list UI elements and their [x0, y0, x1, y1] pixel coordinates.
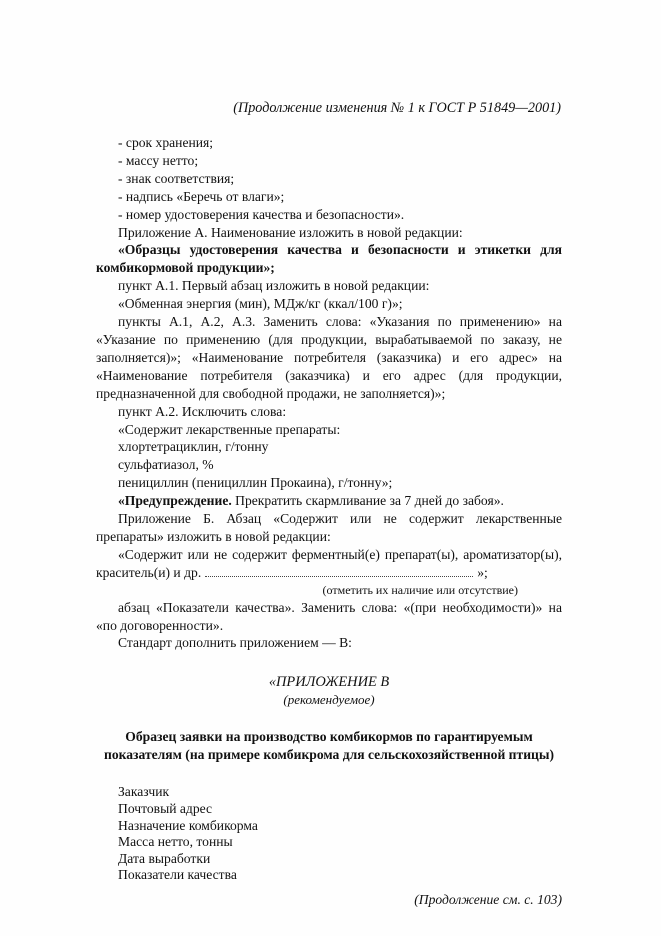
appendix-b-text-end: »; [477, 564, 488, 580]
point-a1-text: «Обменная энергия (мин), МДж/кг (ккал/100 г)»; [118, 296, 403, 312]
appendix-a-intro: Приложение А. Наименование изложить в новой редакции: [118, 224, 463, 240]
sample-title: Образец заявки на производство комбикормов по гарантируемым показателям (на примере комбикрома для сельскохозяйственной птицы) [103, 729, 554, 762]
point-a2-line: хлортетрациклин, г/тонну [118, 439, 269, 455]
fill-in-dotted-line [205, 565, 473, 577]
request-field: Дата выработки [118, 850, 211, 866]
point-a2-line: пенициллин (пенициллин Прокаина), г/тонну»; [118, 475, 393, 491]
points-replace-paragraph: пункты А.1, А.2, А.3. Заменить слова: «Указания по применению» на «Указание по применению (для продукции, вырабатываемой по заказу, не заполняется)»; «Наименование потребителя (заказчика) и его адрес» на «Наименование потребителя (заказчика) и его адрес (для продукции, предназначенной для свободной продажи, не заполняется)»; [96, 314, 562, 401]
appendix-b-intro: Приложение Б. Абзац «Содержит или не содержит лекарственные препараты» изложить в новой редакции: [96, 511, 562, 544]
point-a2-line: сульфатиазол, % [118, 457, 214, 473]
quality-paragraph: абзац «Показатели качества». Заменить слова: «(при необходимости)» на «по договоренности». [96, 599, 562, 633]
point-a1-intro: пункт А.1. Первый абзац изложить в новой редакции: [118, 278, 430, 294]
page-header: (Продолжение изменения № 1 к ГОСТ Р 51849—2001) [233, 100, 561, 116]
list-item: - номер удостоверения качества и безопасности». [118, 206, 405, 222]
request-field: Назначение комбикорма [118, 817, 258, 833]
document-body [96, 134, 562, 909]
request-field: Масса нетто, тонны [118, 834, 233, 850]
appendix-c-title: «ПРИЛОЖЕНИЕ В [268, 674, 390, 691]
warning-paragraph [96, 492, 562, 510]
list-items [96, 134, 562, 224]
request-fields [96, 784, 562, 884]
appendix-a-title: «Образцы удостоверения качества и безопасности и этикетки для комбикормовой продукции»; [96, 242, 562, 276]
fill-in-note: (отметить их наличие или отсутствие) [322, 582, 518, 597]
appendix-b-text [96, 546, 562, 582]
appendix-b-text-start: «Содержит или не содержит ферментный(е) препарат(ы), ароматизатор(ы), краситель(и) и др. [96, 546, 562, 580]
list-item: - знак соответствия; [118, 170, 235, 186]
request-field: Показатели качества [118, 867, 237, 883]
request-field: Почтовый адрес [118, 800, 213, 816]
request-field: Заказчик [118, 784, 170, 800]
appendix-c-heading [96, 674, 562, 708]
list-item: - массу нетто; [118, 152, 199, 168]
point-a2-intro: пункт А.2. Исключить слова: [118, 403, 287, 419]
appendix-c-subtitle: (рекомендуемое) [283, 692, 375, 708]
list-item: - срок хранения; [118, 135, 214, 150]
supplement-paragraph: Стандарт дополнить приложением — В: [118, 635, 352, 651]
warning-text: Прекратить скармливание за 7 дней до забоя». [231, 493, 504, 509]
warning-label: «Предупреждение. [118, 493, 232, 509]
page-footer: (Продолжение см. с. 103) [414, 891, 562, 907]
list-item: - надпись «Беречь от влаги»; [118, 188, 285, 204]
point-a2-line: «Содержит лекарственные препараты: [118, 421, 341, 437]
